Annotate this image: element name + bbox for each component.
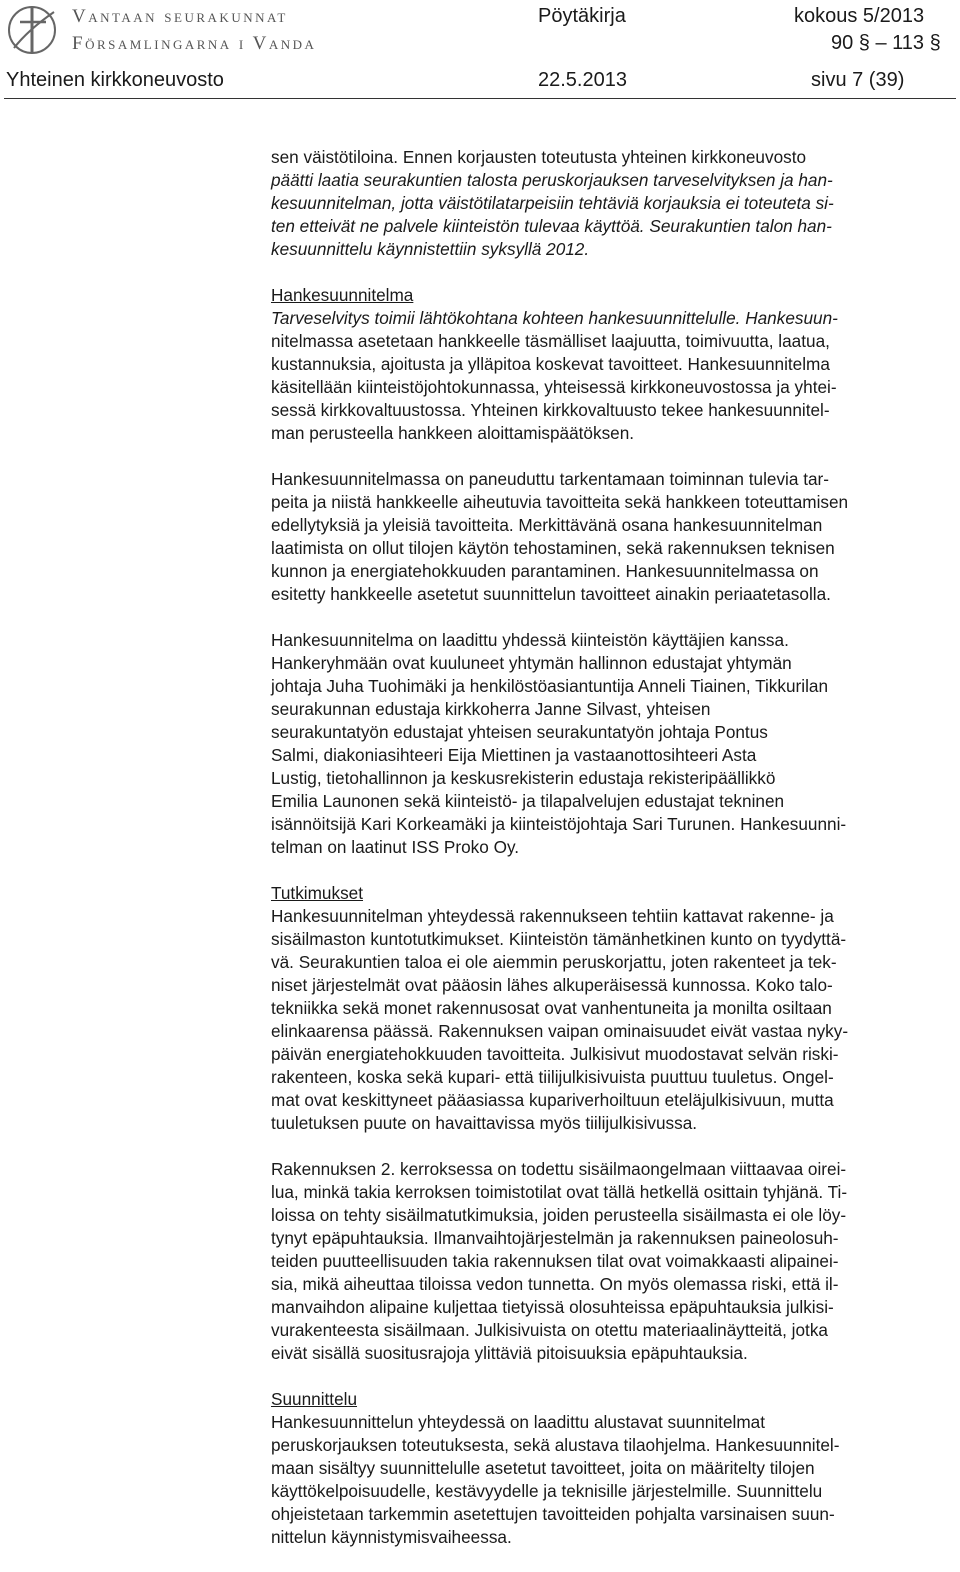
text-line: Hankeryhmään ovat kuuluneet yhtymän hallinnon edustajat yhtymän bbox=[271, 653, 792, 673]
header-divider bbox=[4, 98, 956, 99]
document-type: Pöytäkirja bbox=[538, 5, 626, 27]
text-line: sessä kirkkovaltuustossa. Yhteinen kirkkovaltuusto tekee hankesuunnitel- bbox=[271, 400, 830, 420]
text-line: eivät sisällä suositusrajoja ylittäviä pitoisuuksia epäpuhtauksia. bbox=[271, 1343, 748, 1363]
text-line: man perusteella hankkeen aloittamispäätöksen. bbox=[271, 423, 635, 443]
organization-name-swedish: Församlingarna i Vanda bbox=[72, 33, 317, 54]
section-heading: Suunnittelu bbox=[271, 1389, 358, 1409]
meeting-number: kokous 5/2013 bbox=[794, 5, 925, 27]
text-line: käyttökelpoisuudelle, kestävyydelle ja teknisille järjestelmille. Suunnittelu bbox=[271, 1481, 823, 1501]
text-line: edellytyksiä ja yleisiä tavoitteita. Merkittävänä osana hankesuunnitelman bbox=[271, 515, 823, 535]
text-line: sisäilmaston kuntotutkimukset. Kiinteistön tämänhetkinen kunto on tyydyttä- bbox=[271, 929, 847, 949]
text-line: Rakennuksen 2. kerroksessa on todettu sisäilmaongelmaan viittaavaa oirei- bbox=[271, 1159, 847, 1179]
text-line: Hankesuunnittelun yhteydessä on laadittu alustavat suunnitelmat bbox=[271, 1412, 765, 1432]
organization-name-finnish: Vantaan seurakunnat bbox=[72, 6, 288, 27]
text-line: telman on laatinut ISS Proko Oy. bbox=[271, 837, 520, 857]
text-line: päätti laatia seurakuntien talosta peruskorjauksen tarveselvityksen ja han- bbox=[271, 170, 833, 190]
section-heading: Tutkimukset bbox=[271, 883, 364, 903]
text-line: peruskorjauksen toteutuksesta, sekä alustava tilaohjelma. Hankesuunnitel- bbox=[271, 1435, 840, 1455]
text-line: Tarveselvitys toimii lähtökohtana kohteen hankesuunnittelulle. Hankesuun- bbox=[271, 308, 838, 328]
text-line: käsitellään kiinteistöjohtokunnassa, yhteisessä kirkkoneuvostossa ja yhtei- bbox=[271, 377, 837, 397]
paragraph-tutkimukset bbox=[271, 882, 956, 1135]
page-number: sivu 7 (39) bbox=[811, 69, 905, 91]
text-line: nitelmassa asetetaan hankkeelle täsmälliset laajuutta, toimivuutta, laatua, bbox=[271, 331, 830, 351]
paragraph-project-group bbox=[271, 629, 956, 859]
text-line: johtaja Juha Tuohimäki ja henkilöstöasiantuntija Anneli Tiainen, Tikkurilan bbox=[271, 676, 829, 696]
text-line: mat ovat keskittyneet pääasiassa kupariverhoiltuun eteläjulkisivuun, mutta bbox=[271, 1090, 834, 1110]
text-line: laatimista on ollut tilojen käytön tehostaminen, sekä rakennuksen teknisen bbox=[271, 538, 835, 558]
text-line: elinkaarensa päässä. Rakennuksen vaipan ominaisuudet eivät vastaa nyky- bbox=[271, 1021, 849, 1041]
text-line: lua, minkä takia kerroksen toimistotilat ovat tällä hetkellä osittain tyhjänä. Ti- bbox=[271, 1182, 848, 1202]
body-name: Yhteinen kirkkoneuvosto bbox=[6, 69, 224, 91]
section-range: 90 § – 113 § bbox=[831, 32, 941, 54]
paragraph-indoor-air bbox=[271, 1158, 956, 1365]
text-line: sia, mikä aiheuttaa tiloissa vedon tunnetta. On myös olemassa riski, että il- bbox=[271, 1274, 839, 1294]
text-line: Hankesuunnitelma on laadittu yhdessä kiinteistön käyttäjien kanssa. bbox=[271, 630, 789, 650]
text-line: rakenteen, koska sekä kupari- että tiilijulkisivuista puuttuu tuuletus. Ongel- bbox=[271, 1067, 834, 1087]
text-line: seurakuntatyön edustajat yhteisen seurakuntatyön johtaja Pontus bbox=[271, 722, 768, 742]
text-line: kustannuksia, ajoitusta ja ylläpitoa koskevat tavoitteet. Hankesuunnitelma bbox=[271, 354, 830, 374]
text-line: nittelun käynnistymisvaiheessa. bbox=[271, 1527, 512, 1547]
text-line: loissa on tehty sisäilmatutkimuksia, joiden perusteella sisäilmasta ei ole löy- bbox=[271, 1205, 847, 1225]
text-line: Emilia Launonen sekä kiinteistö- ja tilapalvelujen edustajat tekninen bbox=[271, 791, 785, 811]
document-body bbox=[271, 146, 956, 1572]
text-line: tuuletuksen puute on havaittavissa myös tiilijulkisivussa. bbox=[271, 1113, 698, 1133]
document-header bbox=[0, 0, 960, 100]
paragraph-goals bbox=[271, 468, 956, 606]
text-line: vä. Seurakuntien taloa ei ole aiemmin peruskorjattu, joten rakenteet ja tek- bbox=[271, 952, 837, 972]
paragraph-hankesuunnitelma bbox=[271, 284, 956, 445]
text-line: peita ja niistä hankkeelle aiheutuvia tavoitteita sekä hankkeen toteuttamisen bbox=[271, 492, 849, 512]
text-line: Lustig, tietohallinnon ja keskusrekisterin edustaja rekisteripäällikkö bbox=[271, 768, 776, 788]
paragraph-intro bbox=[271, 146, 956, 261]
text-line: seurakunnan edustaja kirkkoherra Janne Silvast, yhteisen bbox=[271, 699, 711, 719]
text-line: ohjeistetaan tarkemmin asetettujen tavoitteiden pohjalta varsinaisen suun- bbox=[271, 1504, 835, 1524]
text-line: teiden puutteellisuuden takia rakennuksen tilat ovat voimakkaasti alipainei- bbox=[271, 1251, 839, 1271]
text-line: Hankesuunnitelmassa on paneuduttu tarkentamaan toiminnan tulevia tar- bbox=[271, 469, 829, 489]
text-line: manvaihdon alipaine kuljettaa tietyissä olosuhteissa epäpuhtauksia julkisi- bbox=[271, 1297, 834, 1317]
text-line: Hankesuunnitelman yhteydessä rakennukseen tehtiin kattavat rakenne- ja bbox=[271, 906, 834, 926]
section-heading: Hankesuunnitelma bbox=[271, 285, 414, 305]
paragraph-suunnittelu bbox=[271, 1388, 956, 1549]
text-line: sen väistötiloina. Ennen korjausten toteutusta yhteinen kirkkoneuvosto bbox=[271, 147, 807, 167]
text-line: isännöitsijä Kari Korkeamäki ja kiinteistöjohtaja Sari Turunen. Hankesuunni- bbox=[271, 814, 847, 834]
text-line: kesuunnitelman, jotta väistötilatarpeisiin tehtäviä korjauksia ei toteuteta si- bbox=[271, 193, 834, 213]
text-line: ten etteivät ne palvele kiinteistön tulevaa käyttöä. Seurakuntien talon han- bbox=[271, 216, 832, 236]
text-line: päivän energiatehokkuuden tavoitteita. Julkisivut muodostavat selvän riski- bbox=[271, 1044, 839, 1064]
text-line: kesuunnittelu käynnistettiin syksyllä 2012. bbox=[271, 239, 590, 259]
meeting-date: 22.5.2013 bbox=[538, 69, 627, 91]
text-line: niset järjestelmät ovat pääosin lähes alkuperäisessä kunnossa. Koko talo- bbox=[271, 975, 833, 995]
cross-logo-icon bbox=[6, 4, 62, 56]
text-line: maan sisältyy suunnittelulle asetetut tavoitteet, joita on määritelty tilojen bbox=[271, 1458, 815, 1478]
text-line: tekniikka sekä monet rakennusosat ovat vanhentuneita ja monilta osiltaan bbox=[271, 998, 832, 1018]
text-line: tynyt epäpuhtauksia. Ilmanvaihtojärjestelmän ja rakennuksen paineolosuh- bbox=[271, 1228, 839, 1248]
text-line: esitetty hankkeelle asetetut suunnittelun tavoitteet ainakin periaatetasolla. bbox=[271, 584, 831, 604]
text-line: vurakenteesta sisäilmaan. Julkisivuista on otettu materiaalinäytteitä, jotka bbox=[271, 1320, 828, 1340]
text-line: Salmi, diakoniasihteeri Eija Miettinen ja vastaanottosihteeri Asta bbox=[271, 745, 757, 765]
text-line: kunnon ja energiatehokkuuden parantaminen. Hankesuunnitelmassa on bbox=[271, 561, 819, 581]
